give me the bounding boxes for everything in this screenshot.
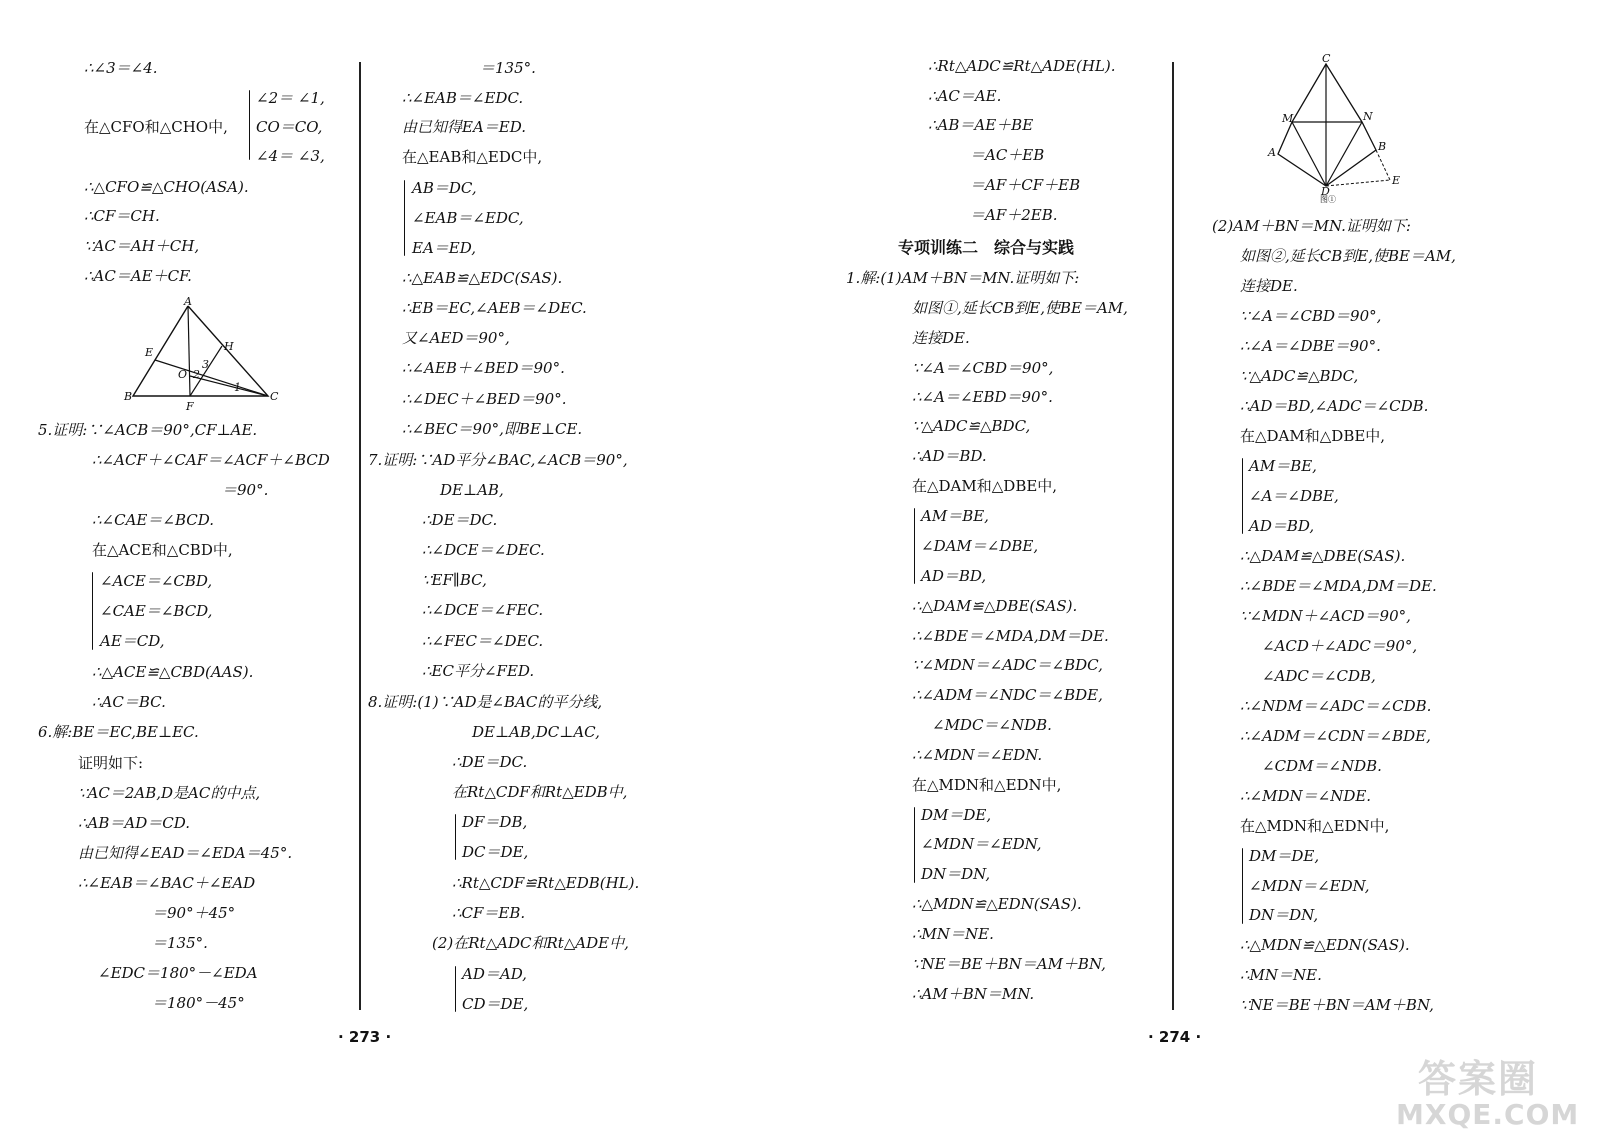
text-line: ＝AC＋EB bbox=[970, 146, 1045, 164]
text-line: ∴EB＝EC,∠AEB＝∠DEC. bbox=[402, 299, 587, 317]
text-line: DN＝DN, bbox=[921, 865, 991, 883]
text-line: ∵AC＝2AB,D是AC的中点, bbox=[78, 784, 261, 802]
text-line: ∴∠ADM＝∠NDC＝∠BDE, bbox=[912, 686, 1103, 704]
text-line: 连接DE. bbox=[1240, 277, 1298, 295]
text-line: 如图②,延长CB到E,使BE＝AM, bbox=[1240, 247, 1456, 265]
fig2-label-m: M bbox=[1282, 112, 1294, 125]
text-line: ∠A＝∠DBE, bbox=[1249, 487, 1339, 505]
text-line: 在△MDN和△EDN中, bbox=[1240, 817, 1390, 835]
fig1-label-o: O bbox=[178, 368, 188, 381]
text-line: 在△DAM和△DBE中, bbox=[1240, 427, 1386, 445]
fig1-label-h: H bbox=[224, 340, 234, 353]
fig1-label-2: 2 bbox=[193, 368, 200, 381]
text-line: ∠4＝ ∠3, bbox=[256, 147, 325, 165]
text-line: 5.证明:∵∠ACB＝90°,CF⊥AE. bbox=[38, 421, 258, 439]
text-line: ∴∠FEC＝∠DEC. bbox=[422, 632, 544, 650]
text-line: ∠MDN＝∠EDN, bbox=[1249, 877, 1370, 895]
text-line: ∠MDC＝∠NDB. bbox=[932, 716, 1052, 734]
text-line: ∴CF＝EB. bbox=[452, 904, 526, 922]
text-line: AM＝BE, bbox=[1249, 457, 1317, 475]
text-line: ＝AF＋2EB. bbox=[970, 206, 1058, 224]
text-line: ∴∠EAB＝∠EDC. bbox=[402, 89, 524, 107]
text-line: ∴△EAB≌△EDC(SAS). bbox=[402, 269, 563, 287]
text-line: ∵∠MDN＝∠ADC＝∠BDC, bbox=[912, 656, 1103, 674]
text-line: DE⊥AB,DC⊥AC, bbox=[472, 723, 600, 741]
watermark-logo: 答案圈 bbox=[1418, 1057, 1539, 1101]
brace bbox=[249, 90, 250, 160]
text-line: 证明如下: bbox=[78, 754, 144, 772]
text-line: ∵∠MDN＋∠ACD＝90°, bbox=[1240, 607, 1411, 625]
fig1-label-3: 3 bbox=[202, 358, 209, 371]
fig2-label-c: C bbox=[1322, 54, 1331, 65]
page-number-left: · 273 · bbox=[338, 1028, 392, 1046]
text-line: ∵NE＝BE＋BN＝AM＋BN, bbox=[1240, 996, 1434, 1014]
text-line: ∴∠EAB＝∠BAC＋∠EAD bbox=[78, 874, 256, 892]
text-line: ∵NE＝BE＋BN＝AM＋BN, bbox=[912, 955, 1106, 973]
column-rule-right bbox=[1172, 62, 1174, 1010]
text-line: ＝180°－45° bbox=[152, 994, 245, 1012]
text-line: AD＝AD, bbox=[462, 965, 527, 983]
text-line: ∴∠BEC＝90°,即BE⊥CE. bbox=[402, 420, 583, 438]
text-line: DN＝DN, bbox=[1249, 906, 1319, 924]
text-line: ∠EAB＝∠EDC, bbox=[412, 209, 524, 227]
text-line: ∴∠ADM＝∠CDN＝∠BDE, bbox=[1240, 727, 1431, 745]
fig1-label-b: B bbox=[124, 390, 133, 403]
text-line: ∴∠NDM＝∠ADC＝∠CDB. bbox=[1240, 697, 1432, 715]
fig1-label-e: E bbox=[145, 346, 154, 359]
text-line: EA＝ED, bbox=[412, 239, 476, 257]
text-line: 在△ACE和△CBD中, bbox=[92, 541, 233, 559]
brace bbox=[404, 180, 405, 256]
text-line: ∴∠DCE＝∠FEC. bbox=[422, 601, 544, 619]
text-line: 在△MDN和△EDN中, bbox=[912, 776, 1062, 794]
fig2-label-d: D bbox=[1321, 185, 1330, 198]
text-line: ∴AC＝AE. bbox=[928, 87, 1002, 105]
text-line: ∴∠AEB＋∠BED＝90°. bbox=[402, 359, 565, 377]
text-line: ∴△MDN≌△EDN(SAS). bbox=[912, 895, 1082, 913]
text-line: ∴∠3＝∠4. bbox=[84, 59, 158, 77]
page-number-right: · 274 · bbox=[1148, 1028, 1202, 1046]
text-line: ∠ACD＋∠ADC＝90°, bbox=[1262, 637, 1418, 655]
text-line: ∵AC＝AH＋CH, bbox=[84, 237, 200, 255]
text-line: ∴△MDN≌△EDN(SAS). bbox=[1240, 936, 1410, 954]
text-line: ∵∠A＝∠CBD＝90°, bbox=[912, 359, 1054, 377]
kite-figure-1 bbox=[1258, 54, 1408, 204]
text-line: ＝135°. bbox=[480, 59, 536, 77]
text-line: ∴△DAM≌△DBE(SAS). bbox=[1240, 547, 1406, 565]
fig1-label-c: C bbox=[270, 390, 279, 403]
text-line: ∠CAE＝∠BCD, bbox=[100, 602, 213, 620]
text-line: ∴AD＝BD,∠ADC＝∠CDB. bbox=[1240, 397, 1429, 415]
text-line: ∴∠DCE＝∠DEC. bbox=[422, 541, 545, 559]
text-line: ∴∠DEC＋∠BED＝90°. bbox=[402, 390, 567, 408]
text-line: ∴EC平分∠FED. bbox=[422, 662, 535, 680]
text-line: DM＝DE, bbox=[1249, 847, 1320, 865]
text-line: DC＝DE, bbox=[462, 843, 529, 861]
brace bbox=[92, 572, 93, 650]
text-line: 在△EAB和△EDC中, bbox=[402, 148, 543, 166]
text-line: (2)AM＋BN＝MN.证明如下: bbox=[1212, 217, 1411, 235]
text-line: (2)在Rt△ADC和Rt△ADE中, bbox=[432, 934, 629, 952]
text-line: 8.证明:(1)∵AD是∠BAC的平分线, bbox=[368, 693, 603, 711]
brace bbox=[914, 508, 915, 584]
text-line: 在△CFO和△CHO中, bbox=[84, 118, 228, 136]
text-line: ∠ADC＝∠CDB, bbox=[1262, 667, 1376, 685]
text-line: ∴DE＝DC. bbox=[452, 753, 528, 771]
text-line: ∵EF∥BC, bbox=[422, 571, 487, 589]
text-line: 7.证明:∵AD平分∠BAC,∠ACB＝90°, bbox=[368, 451, 628, 469]
fig2-label-b: B bbox=[1378, 140, 1387, 153]
text-line: ∴∠BDE＝∠MDA,DM＝DE. bbox=[912, 627, 1109, 645]
watermark-url: MXQE.COM bbox=[1396, 1098, 1580, 1131]
text-line: ∴∠BDE＝∠MDA,DM＝DE. bbox=[1240, 577, 1437, 595]
brace bbox=[455, 814, 456, 860]
text-line: ∠2＝ ∠1, bbox=[256, 89, 325, 107]
section-heading: 专项训练二 综合与实践 bbox=[898, 238, 1075, 257]
fig1-label-1: 1 bbox=[234, 381, 241, 394]
fig2-label-n: N bbox=[1363, 110, 1373, 123]
text-line: ＝90°. bbox=[222, 481, 269, 499]
text-line: ＝90°＋45° bbox=[152, 904, 236, 922]
text-line: AM＝BE, bbox=[921, 507, 989, 525]
text-line: ∴AC＝AE＋CF. bbox=[84, 267, 192, 285]
text-line: CD＝DE, bbox=[462, 995, 529, 1013]
text-line: ∴DE＝DC. bbox=[422, 511, 498, 529]
text-line: ＝AF＋CF＋EB bbox=[970, 176, 1081, 194]
text-line: ∴MN＝NE. bbox=[1240, 966, 1322, 984]
brace bbox=[1242, 848, 1243, 924]
text-line: ∴AB＝AE＋BE bbox=[928, 116, 1034, 134]
fig1-label-f: F bbox=[186, 400, 194, 413]
text-line: DM＝DE, bbox=[921, 806, 992, 824]
text-line: ∠CDM＝∠NDB. bbox=[1262, 757, 1382, 775]
text-line: 如图①,延长CB到E,使BE＝AM, bbox=[912, 299, 1128, 317]
text-line: DE⊥AB, bbox=[440, 481, 504, 499]
text-line: AD＝BD, bbox=[921, 567, 987, 585]
text-line: ∴AD＝BD. bbox=[912, 447, 987, 465]
text-line: ∠ACE＝∠CBD, bbox=[100, 572, 213, 590]
text-line: 6.解:BE＝EC,BE⊥EC. bbox=[38, 723, 199, 741]
text-line: ∴△ACE≌△CBD(AAS). bbox=[92, 663, 254, 681]
text-line: AD＝BD, bbox=[1249, 517, 1315, 535]
brace bbox=[1242, 458, 1243, 534]
text-line: ∴△DAM≌△DBE(SAS). bbox=[912, 597, 1078, 615]
fig2-caption: 图① bbox=[1320, 195, 1336, 204]
text-line: 连接DE. bbox=[912, 329, 970, 347]
fig1-label-a: A bbox=[184, 296, 192, 308]
text-line: ∴∠CAE＝∠BCD. bbox=[92, 511, 214, 529]
text-line: 由已知得EA＝ED. bbox=[402, 118, 526, 136]
text-line: ∴△CFO≌△CHO(ASA). bbox=[84, 178, 249, 196]
text-line: ∵△ADC≌△BDC, bbox=[1240, 367, 1359, 385]
text-line: ∴∠ACF＋∠CAF＝∠ACF＋∠BCD bbox=[92, 451, 330, 469]
text-line: ∴Rt△CDF≌Rt△EDB(HL). bbox=[452, 874, 640, 892]
text-line: 由已知得∠EAD＝∠EDA＝45°. bbox=[78, 844, 293, 862]
text-line: ∠DAM＝∠DBE, bbox=[921, 537, 1039, 555]
text-line: ∠MDN＝∠EDN, bbox=[921, 835, 1042, 853]
text-line: ∴Rt△ADC≌Rt△ADE(HL). bbox=[928, 57, 1116, 75]
text-line: CO＝CO, bbox=[256, 118, 323, 136]
text-line: ∴MN＝NE. bbox=[912, 925, 994, 943]
text-line: 又∠AED＝90°, bbox=[402, 329, 510, 347]
text-line: ∴∠MDN＝∠NDE. bbox=[1240, 787, 1372, 805]
text-line: AE＝CD, bbox=[100, 632, 165, 650]
column-rule-left bbox=[359, 62, 361, 1010]
text-line: ∠EDC＝180°－∠EDA bbox=[98, 964, 258, 982]
text-line: ∴∠MDN＝∠EDN. bbox=[912, 746, 1043, 764]
text-line: DF＝DB, bbox=[462, 813, 528, 831]
text-line: ∵△ADC≌△BDC, bbox=[912, 417, 1031, 435]
text-line: ∴AB＝AD＝CD. bbox=[78, 814, 190, 832]
text-line: ∴AM＋BN＝MN. bbox=[912, 985, 1035, 1003]
fig2-label-e: E bbox=[1392, 174, 1401, 187]
text-line: 1.解:(1)AM＋BN＝MN.证明如下: bbox=[846, 269, 1080, 287]
text-line: 在△DAM和△DBE中, bbox=[912, 477, 1058, 495]
fig2-label-a: A bbox=[1268, 146, 1276, 159]
triangle-figure-1 bbox=[118, 296, 288, 416]
text-line: ∵∠A＝∠CBD＝90°, bbox=[1240, 307, 1382, 325]
text-line: ∴AC＝BC. bbox=[92, 693, 166, 711]
brace bbox=[455, 966, 456, 1012]
text-line: ∴∠A＝∠EBD＝90°. bbox=[912, 388, 1053, 406]
text-line: ∴∠A＝∠DBE＝90°. bbox=[1240, 337, 1381, 355]
brace bbox=[914, 807, 915, 883]
text-line: 在Rt△CDF和Rt△EDB中, bbox=[452, 783, 628, 801]
text-line: ＝135°. bbox=[152, 934, 208, 952]
text-line: AB＝DC, bbox=[412, 179, 477, 197]
text-line: ∴CF＝CH. bbox=[84, 207, 160, 225]
